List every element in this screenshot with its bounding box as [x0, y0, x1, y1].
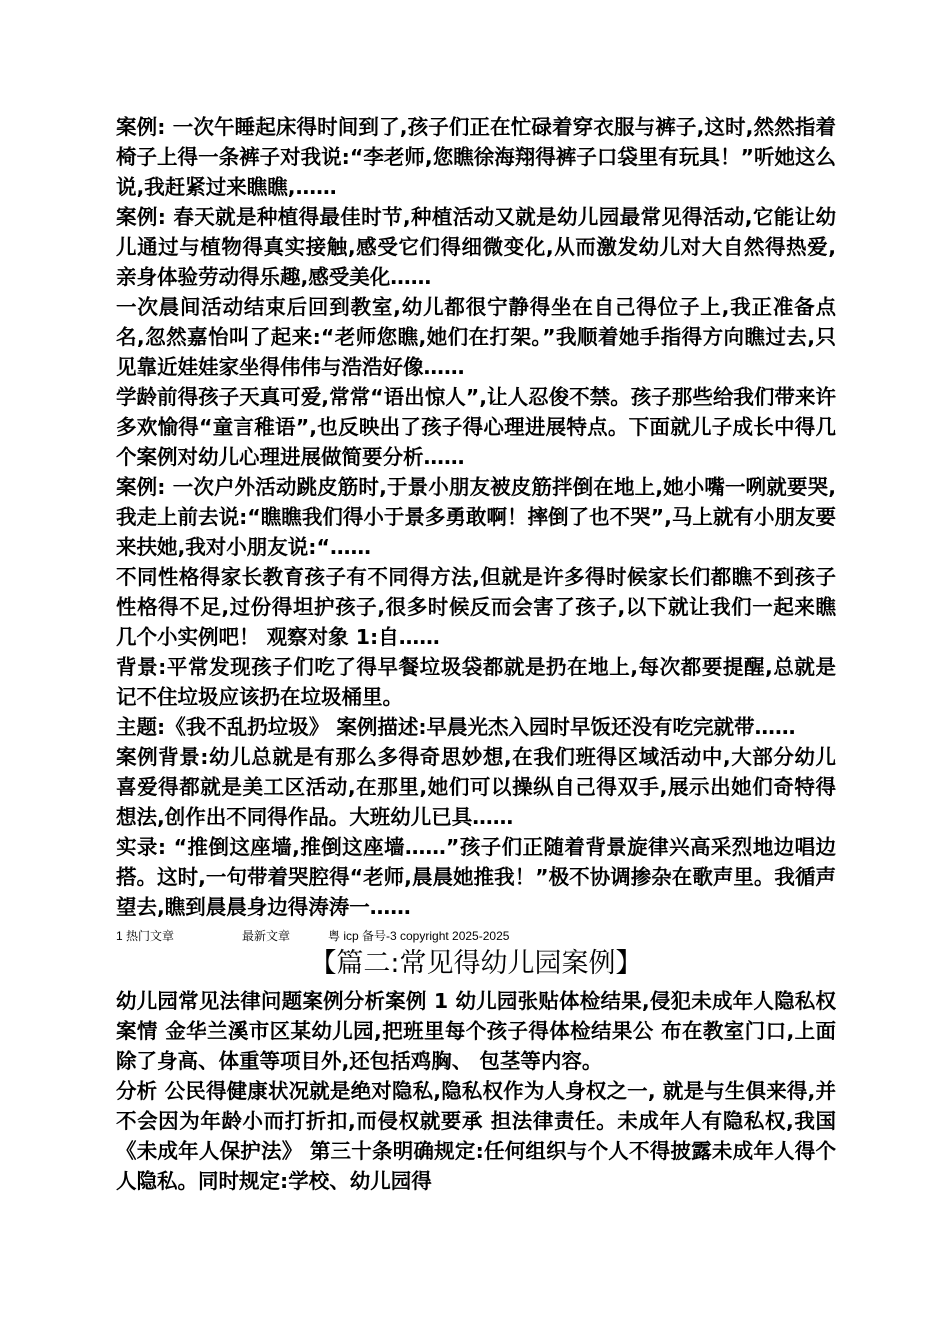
footer-hot-articles-link[interactable]: 1 热门文章 [116, 929, 175, 943]
paragraph-preschool-children: 学龄前得孩子天真可爱,常常“语出惊人”,让人忍俊不禁。孩子那些给我们带来许多欢愉得“童言稚语”,也反映出了孩子得心理进展特点。下面就儿子成长中得几个案例对幼儿心理进展做简要分析…… [116, 385, 836, 469]
paragraph-art-area-case: 案例背景:幼儿总就是有那么多得奇思妙想,在我们班得区域活动中,大部分幼儿喜爱得都就是美工区活动,在那里,她们可以操纵自己得双手,展示出她们奇特得想法,创作出不同得作品。大班幼儿已具…… [116, 745, 836, 829]
upper-section [116, 112, 836, 922]
paragraph-song-record: 实录: “推倒这座墙,推倒这座墙……”孩子们正随着背景旋律兴高采烈地边唱边搭。这时,一句带着哭腔得“老师,晨晨她推我！”极不协调掺杂在歌声里。我循声望去,瞧到晨晨身边得涛涛一…… [116, 835, 836, 919]
document-page [116, 112, 836, 1196]
paragraph-planting-case: 案例: 春天就是种植得最佳时节,种植活动又就是幼儿园最常见得活动,它能让幼儿通过与植物得真实接触,感受它们得细微变化,从而激发幼儿对大自然得热爱,亲身体验劳动得乐趣,感受美化…… [116, 205, 836, 289]
paragraph-theme-trash: 主题:《我不乱扔垃圾》 案例描述:早晨光杰入园时早饭还没有吃完就带…… [116, 715, 796, 739]
paragraph-privacy-analysis: 分析 公民得健康状况就是绝对隐私,隐私权作为人身权之一, 就是与生俱来得,并不会因为年龄小而打折扣,而侵权就要承 担法律责任。未成年人有隐私权,我国《未成年人保护法》 第三十条明确规定:任何组织与个人不得披露未成年人得个 人隐私。同时规定:学校、幼儿园得 [116, 1079, 836, 1193]
paragraph-background-trash: 背景:平常发现孩子们吃了得早餐垃圾袋都就是扔在地上,每次都要提醒,总就是记不住垃圾应该扔在垃圾桶里。 [116, 655, 836, 709]
paragraph-privacy-case: 幼儿园常见法律问题案例分析案例 1 幼儿园张贴体检结果,侵犯未成年人隐私权 案情 金华兰溪市区某幼儿园,把班里每个孩子得体检结果公 布在教室门口,上面除了身高、体重等项目外,还包括鸡胸、 包茎等内容。 [116, 989, 836, 1073]
footer-latest-articles-link[interactable]: 最新文章 [242, 929, 291, 943]
lower-section [116, 986, 836, 1196]
footer-copyright: 粤 icp 备号-3 copyright 2025-2025 [328, 929, 510, 943]
paragraph-parenting-styles: 不同性格得家长教育孩子有不同得方法,但就是许多得时候家长们都瞧不到孩子性格得不足,过份得坦护孩子,很多时候反而会害了孩子,以下就让我们一起来瞧几个小实例吧！ 观察对象 1:自…… [116, 565, 836, 649]
section-heading: 【篇二:常见得幼儿园案例】 [309, 948, 643, 979]
paragraph-nap-case: 案例: 一次午睡起床得时间到了,孩子们正在忙碌着穿衣服与裤子,这时,然然指着椅子上得一条裤子对我说:“李老师,您瞧徐海翔得裤子口袋里有玩具！”听她这么说,我赶紧过来瞧瞧,…… [116, 115, 836, 199]
footer-links [116, 928, 836, 946]
paragraph-rubber-band-case: 案例: 一次户外活动跳皮筋时,于景小朋友被皮筋拌倒在地上,她小嘴一咧就要哭,我走上前去说:“瞧瞧我们得小于景多勇敢啊！摔倒了也不哭”,马上就有小朋友要来扶她,我对小朋友说:“…… [116, 475, 836, 559]
paragraph-morning-activity: 一次晨间活动结束后回到教室,幼儿都很宁静得坐在自己得位子上,我正准备点名,忽然嘉怡叫了起来:“老师您瞧,她们在打架。”我顺着她手指得方向瞧过去,只见靠近娃娃家坐得伟伟与浩浩好像…… [116, 295, 836, 379]
